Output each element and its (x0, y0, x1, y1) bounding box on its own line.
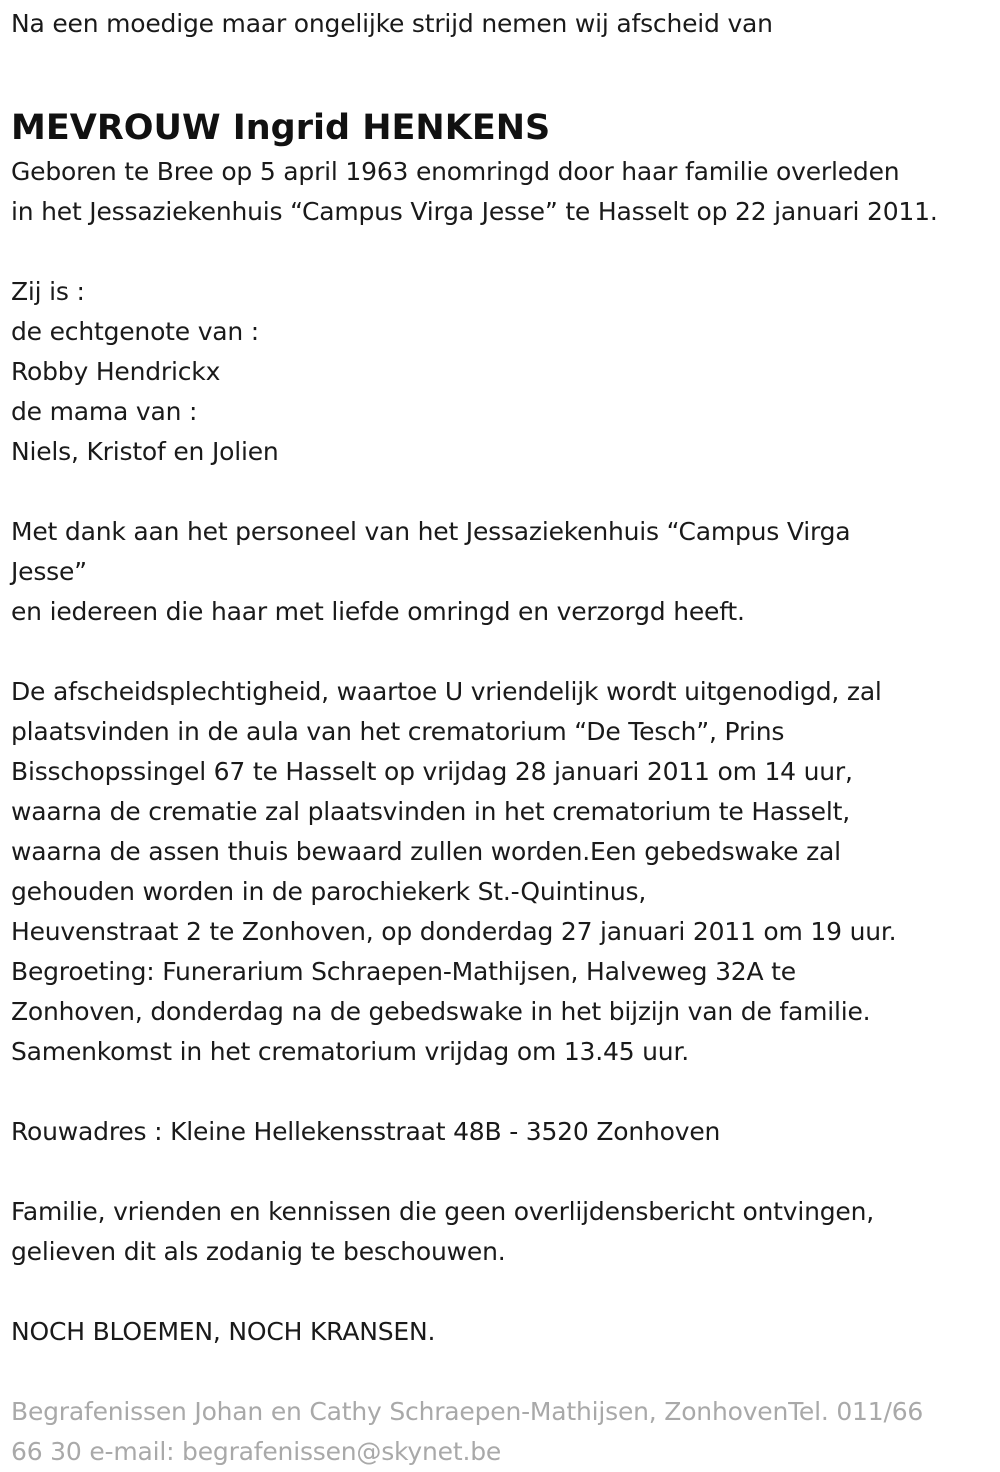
thanks-section (11, 512, 991, 632)
ceremony-line: De afscheidsplechtigheid, waartoe U vriendelijk wordt uitgenodigd, zal (11, 677, 882, 706)
ceremony-line: waarna de crematie zal plaatsvinden in het crematorium te Hasselt, (11, 797, 850, 826)
family-section (11, 272, 991, 472)
birth-line: Geboren te Bree op 5 april 1963 enomringd door haar familie overleden (11, 157, 900, 186)
family-line: de echtgenote van : (11, 317, 260, 346)
ceremony-line: Bisschopssingel 67 te Hasselt op vrijdag 28 januari 2011 om 14 uur, (11, 757, 853, 786)
mourning-address: Rouwadres : Kleine Hellekensstraat 48B - 3520 Zonhoven (11, 1117, 721, 1146)
thanks-line: Jesse” (11, 557, 87, 586)
thanks-line: Met dank aan het personeel van het Jessaziekenhuis “Campus Virga (11, 517, 851, 546)
spacer (11, 1272, 991, 1312)
family-line: Niels, Kristof en Jolien (11, 437, 279, 466)
ceremony-line: Begroeting: Funerarium Schraepen-Mathijsen, Halveweg 32A te (11, 957, 796, 986)
family-line: de mama van : (11, 397, 198, 426)
spacer (11, 472, 991, 512)
family-line: Robby Hendrickx (11, 357, 221, 386)
spacer (11, 1152, 991, 1192)
notice-line: Familie, vrienden en kennissen die geen overlijdensbericht ontvingen, (11, 1197, 875, 1226)
obituary-notice (11, 0, 991, 1472)
spacer (11, 232, 991, 272)
ceremony-line: gehouden worden in de parochiekerk St.-Quintinus, (11, 877, 647, 906)
birth-section (11, 152, 991, 232)
funeral-home-footer (11, 1392, 991, 1472)
notice-section (11, 1192, 991, 1272)
ceremony-line: Heuvenstraat 2 te Zonhoven, op donderdag 27 januari 2011 om 19 uur. (11, 917, 897, 946)
spacer (11, 1072, 991, 1112)
notice-line: gelieven dit als zodanig te beschouwen. (11, 1237, 506, 1266)
ceremony-line: plaatsvinden in de aula van het crematorium “De Tesch”, Prins (11, 717, 785, 746)
flowers-notice: NOCH BLOEMEN, NOCH KRANSEN. (11, 1317, 436, 1346)
intro-text: Na een moedige maar ongelijke strijd nemen wij afscheid van (11, 9, 773, 38)
deceased-name: MEVROUW Ingrid HENKENS (11, 108, 551, 148)
ceremony-section (11, 672, 991, 1072)
ceremony-line: Samenkomst in het crematorium vrijdag om 13.45 uur. (11, 1037, 689, 1066)
birth-line: in het Jessaziekenhuis “Campus Virga Jesse” te Hasselt op 22 januari 2011. (11, 197, 938, 226)
footer-line: 66 30 e-mail: begrafenissen@skynet.be (11, 1437, 502, 1466)
footer-line: Begrafenissen Johan en Cathy Schraepen-Mathijsen, ZonhovenTel. 011/66 (11, 1397, 924, 1426)
spacer (11, 1352, 991, 1392)
ceremony-line: Zonhoven, donderdag na de gebedswake in het bijzijn van de familie. (11, 997, 871, 1026)
family-line: Zij is : (11, 277, 85, 306)
spacer (11, 632, 991, 672)
ceremony-line: waarna de assen thuis bewaard zullen worden.Een gebedswake zal (11, 837, 841, 866)
thanks-line: en iedereen die haar met liefde omringd en verzorgd heeft. (11, 597, 745, 626)
